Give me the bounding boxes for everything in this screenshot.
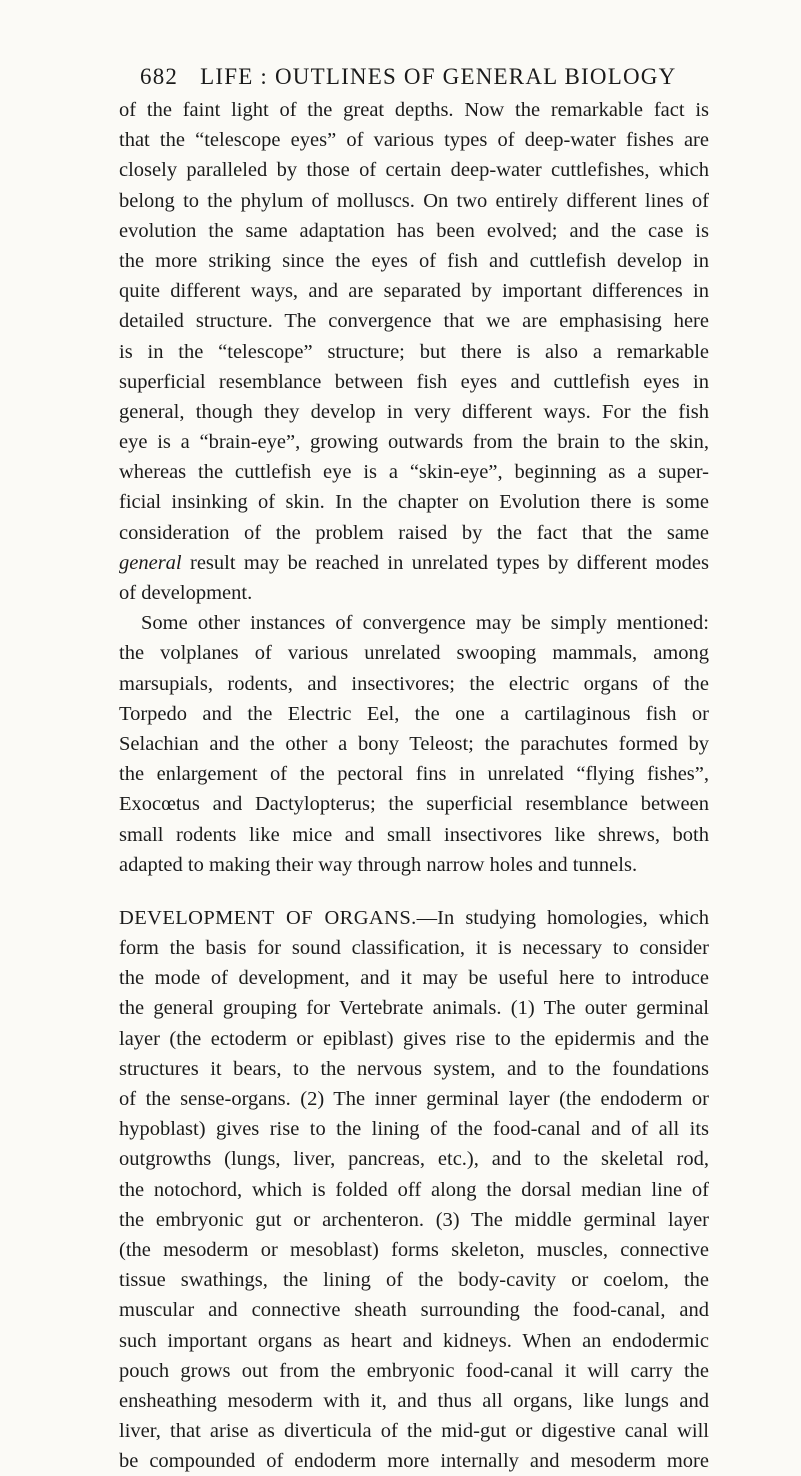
text-line: of the faint light of the great depths. Now the remarkable fact is xyxy=(119,99,709,121)
text-line: belong to the phylum of molluscs. On two entirely different lines of xyxy=(119,189,709,212)
text-line: consideration of the problem raised by the fact that the same xyxy=(119,521,709,544)
text-line: of development. xyxy=(119,582,253,604)
running-title: LIFE : OUTLINES OF GENERAL BIOLOGY xyxy=(200,64,677,89)
text-line: small rodents like mice and small insectivores like shrews, both xyxy=(119,823,709,846)
text-line: whereas the cuttlefish eye is a “skin-eye”, beginning as a super- xyxy=(119,461,709,484)
paragraph-telescope-eyes xyxy=(119,95,709,608)
text-fragment: —In studying homologies, which xyxy=(416,906,709,929)
text-line: form the basis for sound classification, it is necessary to consider xyxy=(119,937,709,960)
text-fragment: result may be reached in unrelated types by different modes xyxy=(181,551,709,574)
text-line: pouch grows out from the embryonic food-canal it will carry the xyxy=(119,1359,709,1382)
body-text xyxy=(119,95,709,1476)
text-line: that the “telescope eyes” of various types of deep-water fishes are xyxy=(119,129,709,152)
text-line: structures it bears, to the nervous system, and to the foundations xyxy=(119,1057,709,1080)
text-line xyxy=(119,548,709,578)
text-line: the volplanes of various unrelated swooping mammals, among xyxy=(119,642,709,665)
text-line: of the sense-organs. (2) The inner germinal layer (the endoderm or xyxy=(119,1088,709,1110)
text-line xyxy=(119,903,709,933)
text-line: Selachian and the other a bony Teleost; the parachutes formed by xyxy=(119,732,709,755)
italic-word: general xyxy=(119,551,182,574)
text-line: the enlargement of the pectoral fins in unrelated “flying fishes”, xyxy=(119,763,709,786)
text-line: Some other instances of convergence may be simply mentioned: xyxy=(141,612,709,635)
text-line: layer (the ectoderm or epiblast) gives rise to the epidermis and the xyxy=(119,1027,709,1050)
section-heading: DEVELOPMENT OF ORGANS. xyxy=(119,906,417,929)
text-line: tissue swathings, the lining of the body-cavity or coelom, the xyxy=(119,1269,709,1292)
text-line: superficial resemblance between fish eyes and cuttlefish eyes in xyxy=(119,370,709,393)
text-line: quite different ways, and are separated by important differences in xyxy=(119,280,709,303)
text-line: the notochord, which is folded off along the dorsal median line of xyxy=(119,1178,709,1201)
paragraph-development-of-organs xyxy=(119,903,709,1476)
text-line: Torpedo and the Electric Eel, the one a cartilaginous fish or xyxy=(119,702,709,725)
text-line: such important organs as heart and kidneys. When an endodermic xyxy=(119,1329,709,1352)
text-line: is in the “telescope” structure; but there is also a remarkable xyxy=(119,340,709,363)
text-line: the mode of development, and it may be useful here to introduce xyxy=(119,967,709,990)
page-number: 682 xyxy=(140,64,179,89)
text-line: marsupials, rodents, and insectivores; the electric organs of the xyxy=(119,672,709,695)
text-line: hypoblast) gives rise to the lining of the food-canal and of all its xyxy=(119,1118,709,1141)
text-line: ensheathing mesoderm with it, and thus all organs, like lungs and xyxy=(119,1389,709,1412)
text-line: the embryonic gut or archenteron. (3) The middle germinal layer xyxy=(119,1208,709,1231)
text-line: muscular and connective sheath surrounding the food-canal, and xyxy=(119,1299,709,1322)
section-spacer xyxy=(119,880,709,903)
text-line: the general grouping for Vertebrate animals. (1) The outer germinal xyxy=(119,997,709,1020)
text-line: eye is a “brain-eye”, growing outwards from the brain to the skin, xyxy=(119,431,709,454)
text-line: be compounded of endoderm more internally and mesoderm more xyxy=(119,1450,709,1473)
text-line: the more striking since the eyes of fish and cuttlefish develop in xyxy=(119,249,709,272)
text-line: general, though they develop in very different ways. For the fish xyxy=(119,400,709,423)
text-line: adapted to making their way through narrow holes and tunnels. xyxy=(119,853,638,876)
text-line: (the mesoderm or mesoblast) forms skeleton, muscles, connective xyxy=(119,1238,709,1261)
text-line: closely paralleled by those of certain deep-water cuttlefishes, which xyxy=(119,159,709,182)
text-line: ficial insinking of skin. In the chapter on Evolution there is some xyxy=(119,491,709,514)
text-line: detailed structure. The convergence that we are emphasising here xyxy=(119,310,709,333)
text-line: liver, that arise as diverticula of the mid-gut or digestive canal will xyxy=(119,1420,709,1443)
text-line: Exocœtus and Dactylopterus; the superficial resemblance between xyxy=(119,793,709,816)
text-line: evolution the same adaptation has been evolved; and the case is xyxy=(119,219,709,242)
paragraph-convergence-instances xyxy=(119,608,709,880)
text-line: outgrowths (lungs, liver, pancreas, etc.), and to the skeletal rod, xyxy=(119,1148,709,1171)
